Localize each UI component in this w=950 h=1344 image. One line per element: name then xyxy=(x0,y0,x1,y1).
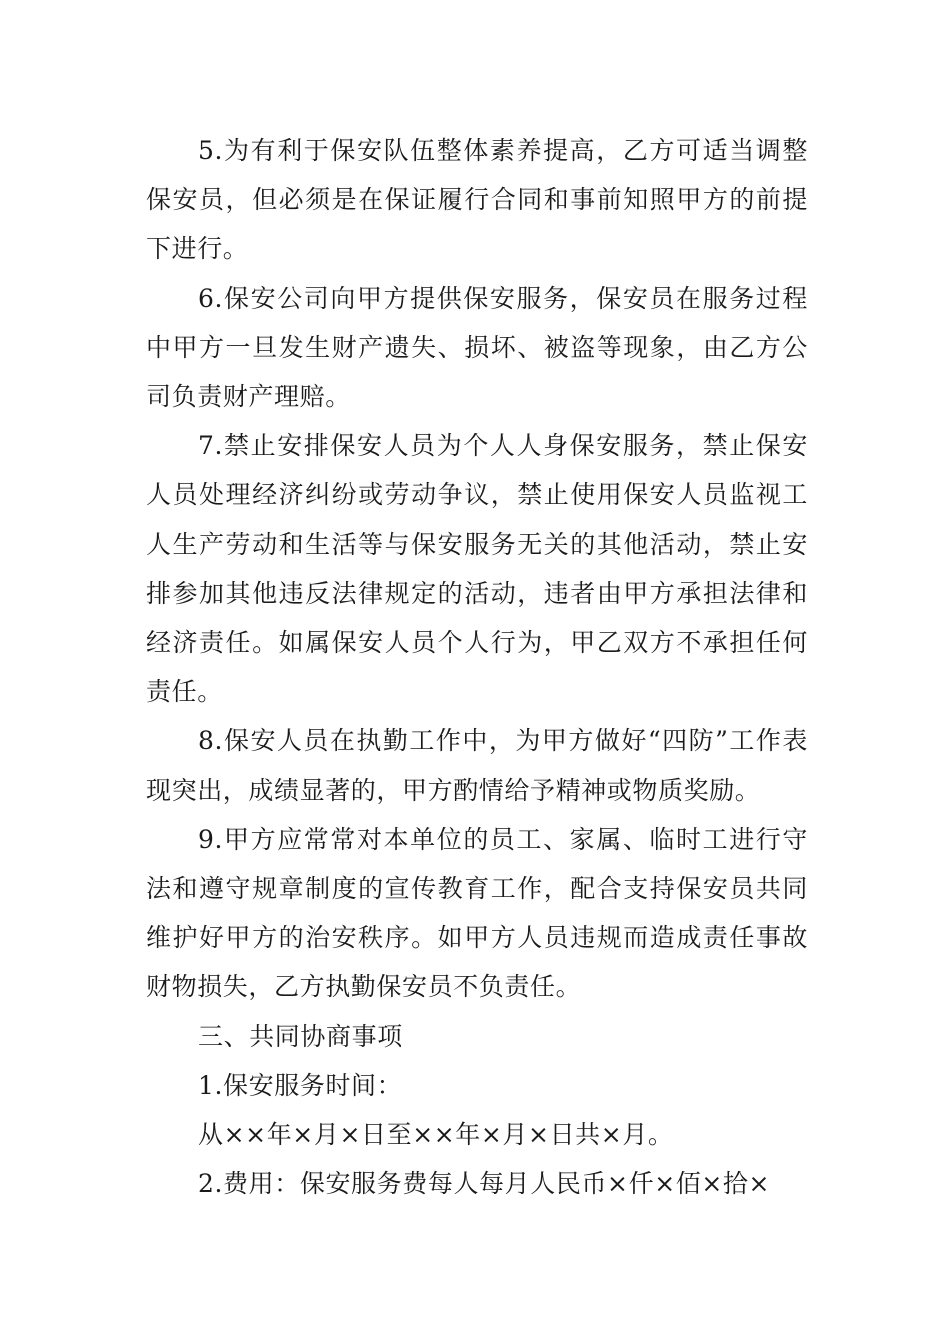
service-time-label: 1.保安服务时间： xyxy=(198,1070,403,1100)
service-time-value: 从××年×月×日至××年×月×日共×月。 xyxy=(198,1120,674,1150)
document-body xyxy=(146,126,808,1208)
section-3-heading: 三、共同协商事项 xyxy=(198,1021,403,1051)
clause-5-paragraph: 5.为有利于保安队伍整体素养提高，乙方可适当调整保安员，但必须是在保证履行合同和事前知照甲方的前提下进行。 xyxy=(146,136,808,264)
clause-9-paragraph: 9.甲方应常常对本单位的员工、家属、临时工进行守法和遵守规章制度的宣传教育工作，配合支持保安员共同维护好甲方的治安秩序。如甲方人员违规而造成责任事故财物损失，乙方执勤保安员不负责任。 xyxy=(146,824,808,1002)
clause-7-paragraph: 7.禁止安排保安人员为个人人身保安服务，禁止保安人员处理经济纠纷或劳动争议，禁止使用保安人员监视工人生产劳动和生活等与保安服务无关的其他活动，禁止安排参加其他违反法律规定的活动，违者由甲方承担法律和经济责任。如属保安人员个人行为，甲乙双方不承担任何责任。 xyxy=(146,431,808,707)
clause-8-paragraph: 8.保安人员在执勤工作中，为甲方做好“四防”工作表现突出，成绩显著的，甲方酌情给予精神或物质奖励。 xyxy=(146,726,808,805)
fee-paragraph: 2.费用：保安服务费每人每月人民币×仟×佰×拾× xyxy=(198,1169,771,1199)
clause-6-paragraph: 6.保安公司向甲方提供保安服务，保安员在服务过程中甲方一旦发生财产遗失、损坏、被盗等现象，由乙方公司负责财产理赔。 xyxy=(146,283,808,412)
